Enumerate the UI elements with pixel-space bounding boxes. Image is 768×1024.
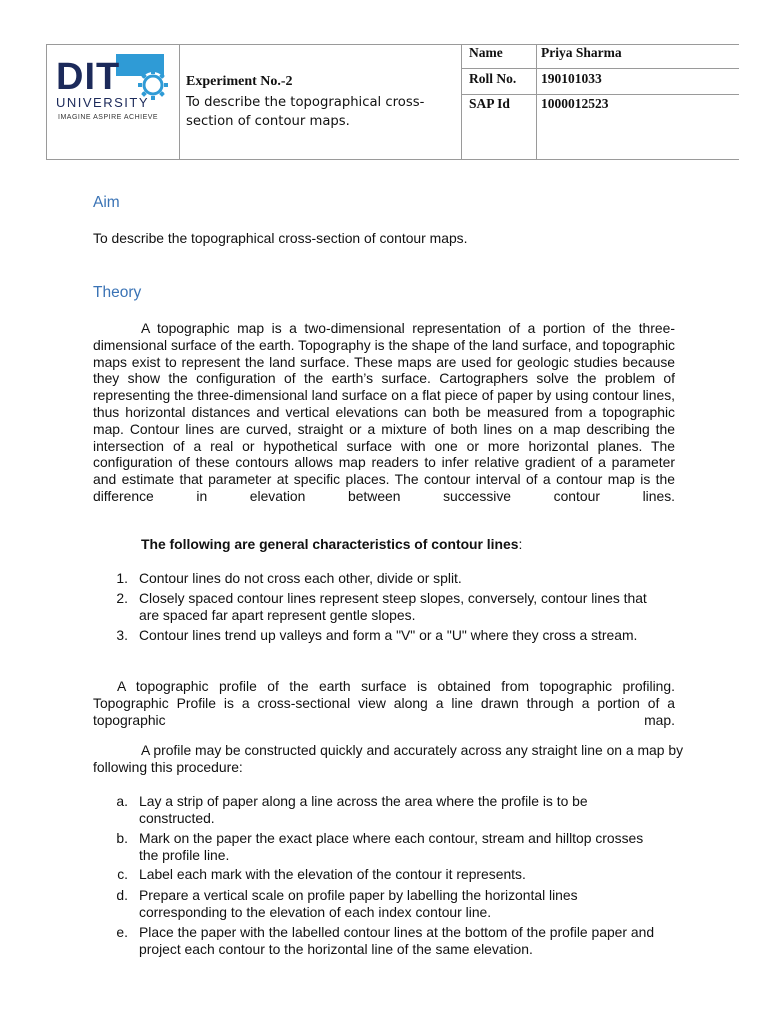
theory-paragraph-2: A topographic profile of the earth surface is obtained from topographic profiling. Topographic Profile is a cross-sectional view along a line drawn through a portion of a topographic map. (93, 678, 675, 728)
step-item: Lay a strip of paper along a line across the area where the profile is to be constructed. (139, 793, 588, 826)
name-value: Priya Sharma (541, 45, 622, 60)
list-marker: 1. (116, 570, 128, 586)
sap-id-label: SAP Id (469, 96, 510, 111)
sap-id-value: 1000012523 (541, 96, 609, 111)
theory-paragraph-3: A profile may be constructed quickly and accurately across any straight line on a map by following this procedure: (93, 742, 684, 775)
theory-paragraph-1: A topographic map is a two-dimensional representation of a portion of the three-dimensional surface of the earth. Topography is the shape of the land surface, and topographic maps exist to represent the land surface. These maps are used for geologic studies because they show the configuration of the earth’s surface. Cartographers solve the problem of representing the three-dimensional land surface on a flat piece of paper by using contour lines, thus horizontal distances and vertical elevations can both be measured from a topographic map. Contour lines are curved, straight or a mixture of both lines on a map describing the intersection of a real or hypothetical surface with one or more horizontal planes. The configuration of these contours allows map readers to infer relative gradient of a parameter and estimate that parameter at specific places. The contour interval of a contour map is the difference in elevation between successive contour lines. (93, 320, 675, 504)
list-marker: 3. (116, 627, 128, 643)
experiment-number: Experiment No.-2 (186, 74, 293, 89)
roll-no-label: Roll No. (469, 71, 517, 86)
list-item: Contour lines do not cross each other, divide or split. (139, 570, 462, 586)
characteristics-heading: The following are general characteristics of contour lines: (141, 536, 523, 552)
step-marker: c. (117, 866, 128, 882)
step-marker: e. (116, 924, 128, 940)
step-item: Place the paper with the labelled contour lines at the bottom of the profile paper and project each contour to the horizontal line of the same elevation. (139, 924, 655, 957)
step-item: Label each mark with the elevation of the contour it represents. (139, 866, 526, 882)
list-item: Closely spaced contour lines represent steep slopes, conversely, contour lines that are spaced far apart represent gentle slopes. (139, 590, 647, 623)
step-marker: d. (116, 887, 128, 903)
aim-text: To describe the topographical cross-section of contour maps. (93, 230, 468, 246)
university-logo (52, 48, 172, 128)
step-marker: b. (116, 830, 128, 846)
logo-wordmark: DIT (56, 56, 121, 98)
experiment-description: To describe the topographical cross-section of contour maps. (186, 95, 425, 129)
list-item: Contour lines trend up valleys and form a "V" or a "U" where they cross a stream. (139, 627, 638, 643)
step-item: Prepare a vertical scale on profile paper by labelling the horizontal lines corresponding to the elevation of each index contour line. (139, 887, 578, 920)
step-item: Mark on the paper the exact place where each contour, stream and hilltop crosses the profile line. (139, 830, 644, 863)
logo-tagline: IMAGINE ASPIRE ACHIEVE (58, 114, 159, 121)
aim-heading: Aim (93, 194, 120, 211)
name-label: Name (469, 45, 503, 60)
step-marker: a. (116, 793, 128, 809)
theory-heading: Theory (93, 284, 142, 301)
list-marker: 2. (116, 590, 128, 606)
roll-no-value: 190101033 (541, 71, 602, 86)
logo-subtitle: UNIVERSITY (56, 95, 150, 110)
